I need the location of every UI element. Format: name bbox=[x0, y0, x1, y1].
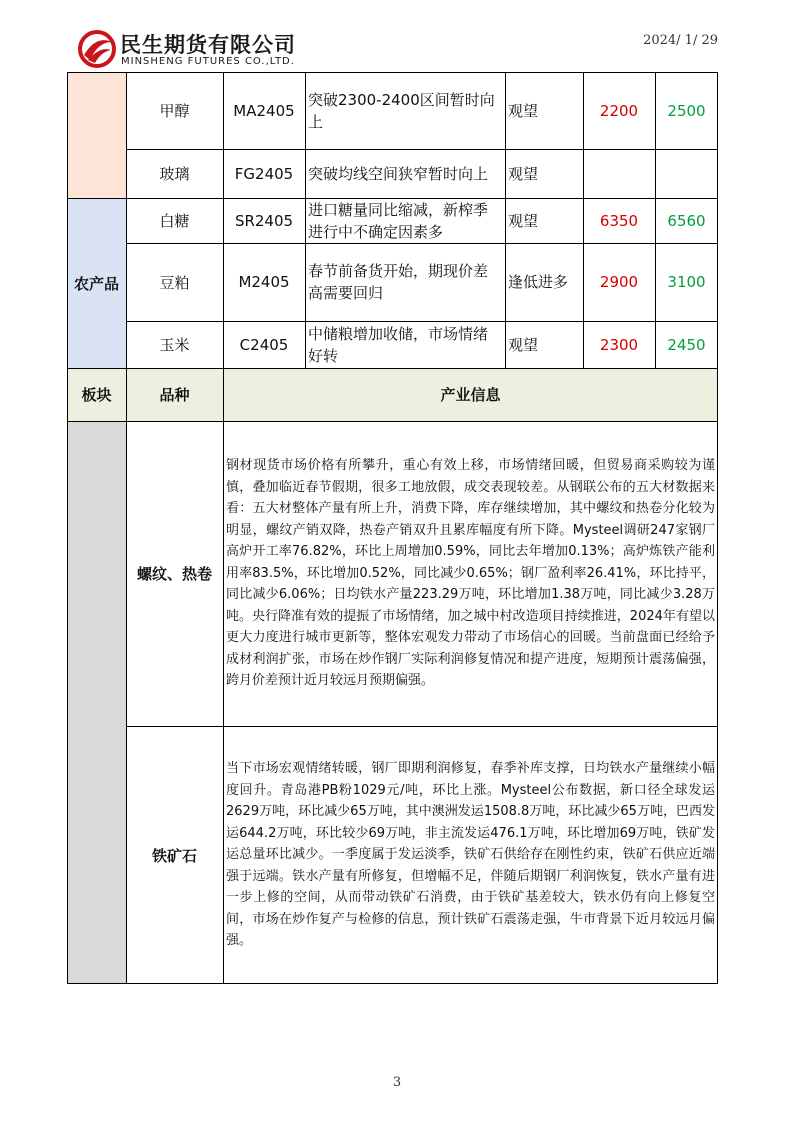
contract-code: SR2405 bbox=[234, 211, 294, 230]
grid-line bbox=[126, 726, 718, 727]
market-view: 进口糖量同比缩减，新榨季进行中不确定因素多 bbox=[308, 200, 489, 241]
strategy: 观望 bbox=[508, 164, 539, 183]
support-price bbox=[583, 149, 655, 198]
strategy: 观望 bbox=[508, 335, 539, 354]
resistance-price: 2450 bbox=[667, 335, 706, 354]
grid-line bbox=[67, 421, 718, 422]
variety-name: 白糖 bbox=[159, 212, 190, 230]
steel-sector-cell bbox=[67, 421, 126, 984]
header-variety: 品种 bbox=[159, 386, 190, 404]
grid-line bbox=[126, 72, 127, 984]
strategy: 观望 bbox=[508, 211, 539, 230]
grid-line bbox=[505, 72, 506, 368]
page-header bbox=[0, 0, 794, 72]
variety-name: 玻璃 bbox=[159, 165, 190, 183]
resistance-price: 6560 bbox=[667, 211, 706, 230]
industry-info-paragraph: 钢材现货市场价格有所攀升，重心有效上移，市场情绪回暖，但贸易商采购较为谨慎，叠加临近春节假期，很多工地放假，成交表现较差。从钢联公布的五大材数据来看：五大材整体产量有所上升，消费下降，库存继续增加，其中螺纹和热卷分化较为明显，螺纹产销双降，热卷产销双升且累库幅度有所下降。Mysteel调研247家钢厂高炉开工率76.82%，环比上周增加0.59%，同比去年增加0.13%；高炉炼铁产能利用率83.5%，环比增加0.52%，同比减少0.65%；钢厂盈利率26.41%，环比持平，同比减少6.06%；日均铁水产量223.29万吨，环比增加1.38万吨，同比减少3.28万吨。央行降准有效的提振了市场情绪，加之城中村改造项目持续推进，2024年有望以更大力度进行城市更新等，整体宏观发力带动了市场信心的回暖。当前盘面已经给予成材利润扩张，市场在炒作钢厂实际利润修复情况和提产进度，短期预计震荡偏强，跨月价差预计近月较远月预期偏强。 bbox=[226, 458, 715, 689]
grid-line bbox=[717, 72, 718, 984]
grid-line bbox=[655, 72, 656, 368]
company-name-en: MINSHENG FUTURES CO.,LTD. bbox=[121, 56, 295, 67]
report-date: 2024/ 1/ 29 bbox=[643, 33, 718, 48]
contract-code: FG2405 bbox=[234, 164, 294, 183]
grid-line bbox=[305, 72, 306, 368]
header-sector: 板块 bbox=[81, 386, 112, 404]
strategy: 观望 bbox=[508, 101, 539, 120]
variety-rebar-hotcoil: 螺纹、热卷 bbox=[136, 565, 212, 583]
support-price: 2200 bbox=[599, 101, 639, 120]
industry-info-paragraph: 当下市场宏观情绪转暖，钢厂即期利润修复，春季补库支撑，日均铁水产量继续小幅度回升。青岛港PB粉1029元/吨，环比上涨。Mysteel公布数据，新口径全球发运2629万吨，环比减少65万吨，其中澳洲发运1508.8万吨，环比减少65万吨，巴西发运644.2万吨，环比较少69万吨，非主流发运476.1万吨，环比增加69万吨，铁矿发运总量环比减少。一季度属于发运淡季，铁矿石供给存在刚性约束，铁矿石供应近端强于远端。铁水产量有所修复，但增幅不足，伴随后期钢厂利润恢复，铁水产量有进一步上修的空间，从而带动铁矿石消费，由于铁矿基差较大，铁水仍有向上修复空间，市场在炒作复产与检修的信息，预计铁矿石震荡走强，牛市背景下近月较远月偏强。 bbox=[226, 761, 715, 949]
grid-line bbox=[126, 149, 718, 150]
chem-sector-cell bbox=[67, 72, 126, 198]
market-view: 突破均线空间狭窄暂时向上 bbox=[308, 164, 489, 183]
grid-line bbox=[67, 368, 718, 369]
header-industry-info: 产业信息 bbox=[440, 386, 501, 404]
agri-sector-cell bbox=[67, 198, 126, 368]
resistance-price: 3100 bbox=[667, 273, 706, 291]
page-number: 3 bbox=[392, 1075, 402, 1090]
variety-name: 甲醇 bbox=[159, 102, 190, 120]
variety-iron-ore: 铁矿石 bbox=[151, 846, 197, 865]
grid-line bbox=[223, 72, 224, 984]
contract-code: M2405 bbox=[238, 273, 290, 291]
variety-name: 豆粕 bbox=[159, 273, 190, 292]
support-price: 6350 bbox=[599, 211, 639, 230]
minsheng-logo-icon bbox=[78, 30, 116, 68]
contract-code: MA2405 bbox=[233, 101, 295, 120]
grid-line bbox=[67, 72, 68, 984]
industry-info-text bbox=[223, 726, 718, 984]
grid-line bbox=[67, 72, 718, 73]
grid-line bbox=[126, 243, 718, 244]
company-name-cn: 民生期货有限公司 bbox=[120, 33, 296, 57]
variety-name: 玉米 bbox=[159, 336, 190, 354]
industry-info-text bbox=[223, 421, 718, 726]
resistance-price: 2500 bbox=[667, 101, 706, 120]
support-price: 2300 bbox=[599, 335, 639, 354]
grid-line bbox=[67, 983, 718, 984]
market-view: 突破2300-2400区间暂时向上 bbox=[308, 90, 495, 131]
agri-sector-label: 农产品 bbox=[73, 274, 119, 293]
market-view: 春节前备货开始，期现价差高需要回归 bbox=[308, 262, 489, 302]
grid-line bbox=[126, 321, 718, 322]
support-price: 2900 bbox=[599, 273, 639, 291]
grid-line bbox=[67, 198, 718, 199]
resistance-price bbox=[655, 149, 718, 198]
market-view: 中储粮增加收储，市场情绪好转 bbox=[308, 324, 489, 365]
contract-code: C2405 bbox=[239, 335, 289, 354]
grid-line bbox=[583, 72, 584, 368]
strategy: 逢低进多 bbox=[508, 273, 569, 291]
